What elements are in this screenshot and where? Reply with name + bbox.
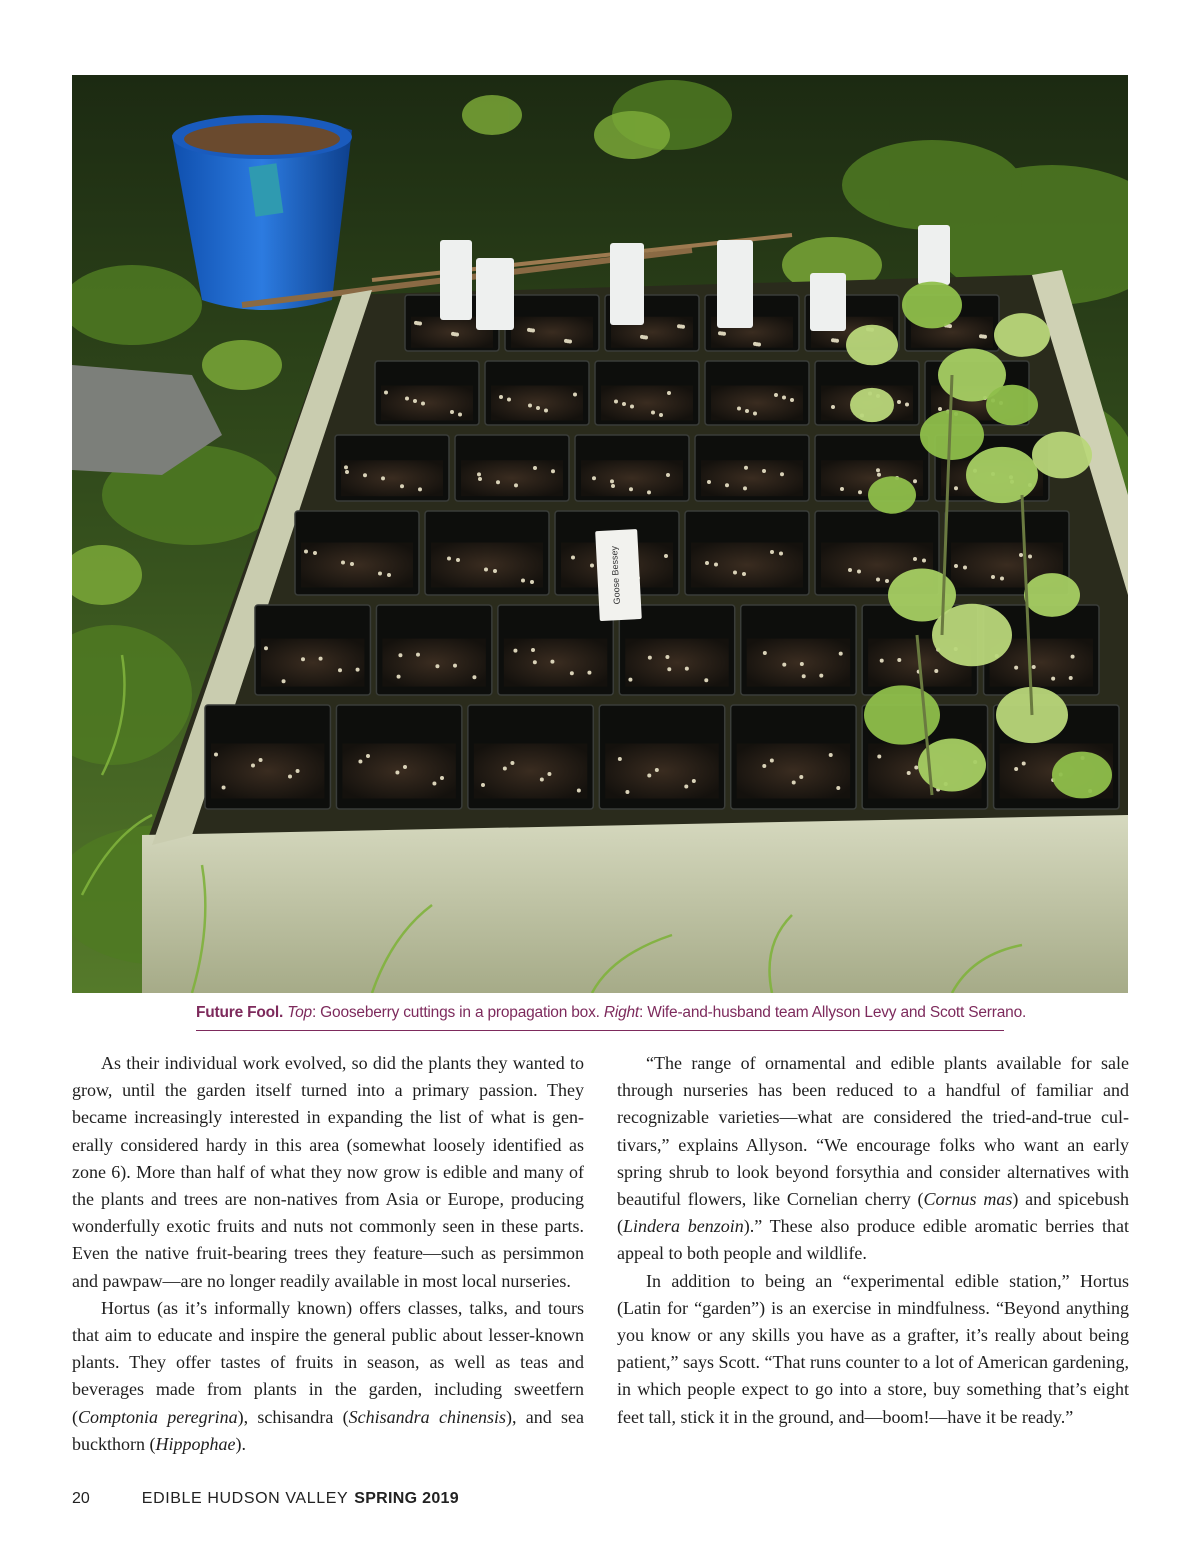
photo-caption (196, 1004, 1027, 1022)
right-p1-text-c: ).” These also produce edible aromatic berries that appeal to both people and wildlife. (617, 1216, 1129, 1264)
garden-propagation-photo (72, 75, 1128, 993)
left-p2-latin-3: Hippophae (155, 1433, 236, 1454)
left-paragraph-2 (72, 1295, 584, 1458)
caption-right-label: Right (603, 1004, 640, 1021)
page-number: 20 (72, 1490, 90, 1507)
left-p2-text-d: ). (235, 1433, 246, 1454)
plant-tag-text: Goose Bessey (608, 545, 623, 605)
left-p2-latin-1: Comptonia peregrina (78, 1406, 238, 1427)
photo-illustration (72, 75, 1128, 993)
caption-top-text: : Gooseberry cuttings in a propagation box. (311, 1004, 604, 1021)
left-column (72, 1050, 584, 1458)
issue-season: SPRING 2019 (354, 1490, 459, 1507)
left-p2-text-b: ), schisandra ( (237, 1406, 349, 1427)
magazine-name: EDIBLE HUDSON VALLEY (141, 1490, 349, 1507)
left-p2-text-c: ), and sea buckthorn ( (72, 1406, 584, 1454)
right-paragraph-2: In addition to being an “experimental edible station,” Hortus (Latin for “garden”) is an exercise in mindfulness. “Beyond anything you know or any skills you have as a grafter, it’s really about being patient,” says Scott. “That runs counter to a lot of American gardening, in which people expect to go into a store, buy something that’s eight feet tall, stick it in the ground, and—boom!—have it be ready.” (617, 1270, 1129, 1427)
caption-right-text: : Wife-and-husband team Allyson Levy and Scott Serrano. (639, 1004, 1027, 1021)
caption-divider (196, 1030, 1004, 1031)
right-p1-text-a: “The range of ornamental and edible plants available for sale through nurseries has been reduced to a handful of familiar and recognizable varieties—what are considered the tried-and-true cultivars,” explains Allyson. “We encourage folks who want an early spring shrub to look beyond forsythia and consider alternatives with beautiful flowers, like Cornelian cherry ( (617, 1053, 1129, 1210)
left-p2-latin-2: Schisandra chinensis (348, 1406, 506, 1427)
right-paragraph-1 (617, 1050, 1129, 1268)
caption-top-label: Top (287, 1004, 312, 1021)
page-footer (72, 1490, 459, 1508)
right-p1-latin-2: Lindera benzoin (623, 1216, 744, 1237)
left-paragraph-1: As their individual work evolved, so did the plants they wanted to grow, until the garden itself turned into a primary passion. They became increasingly interested in expanding the list of what is generally considered hardy in this area (somewhat loosely identified as zone 6). More than half of what they now grow is edible and many of the plants and trees are non-natives from Asia or Europe, producing wonderfully exotic fruits and nuts not commonly seen in these parts. Even the native fruit-bearing trees they feature—such as persimmon and pawpaw—are no longer readily available in most local nurseries. (72, 1053, 584, 1291)
right-p1-latin-1: Cornus mas (923, 1189, 1013, 1210)
left-p2-text-a: Hortus (as it’s informally known) offers classes, talks, and tours that aim to educate and inspire the general public about lesser-known plants. They offer tastes of fruits in season, as well as teas and beverages made from plants in the garden, including sweetfern ( (72, 1297, 584, 1427)
right-column (617, 1050, 1129, 1431)
right-p1-text-b: ) and spicebush ( (617, 1189, 1129, 1237)
caption-lead: Future Fool. (196, 1004, 284, 1021)
